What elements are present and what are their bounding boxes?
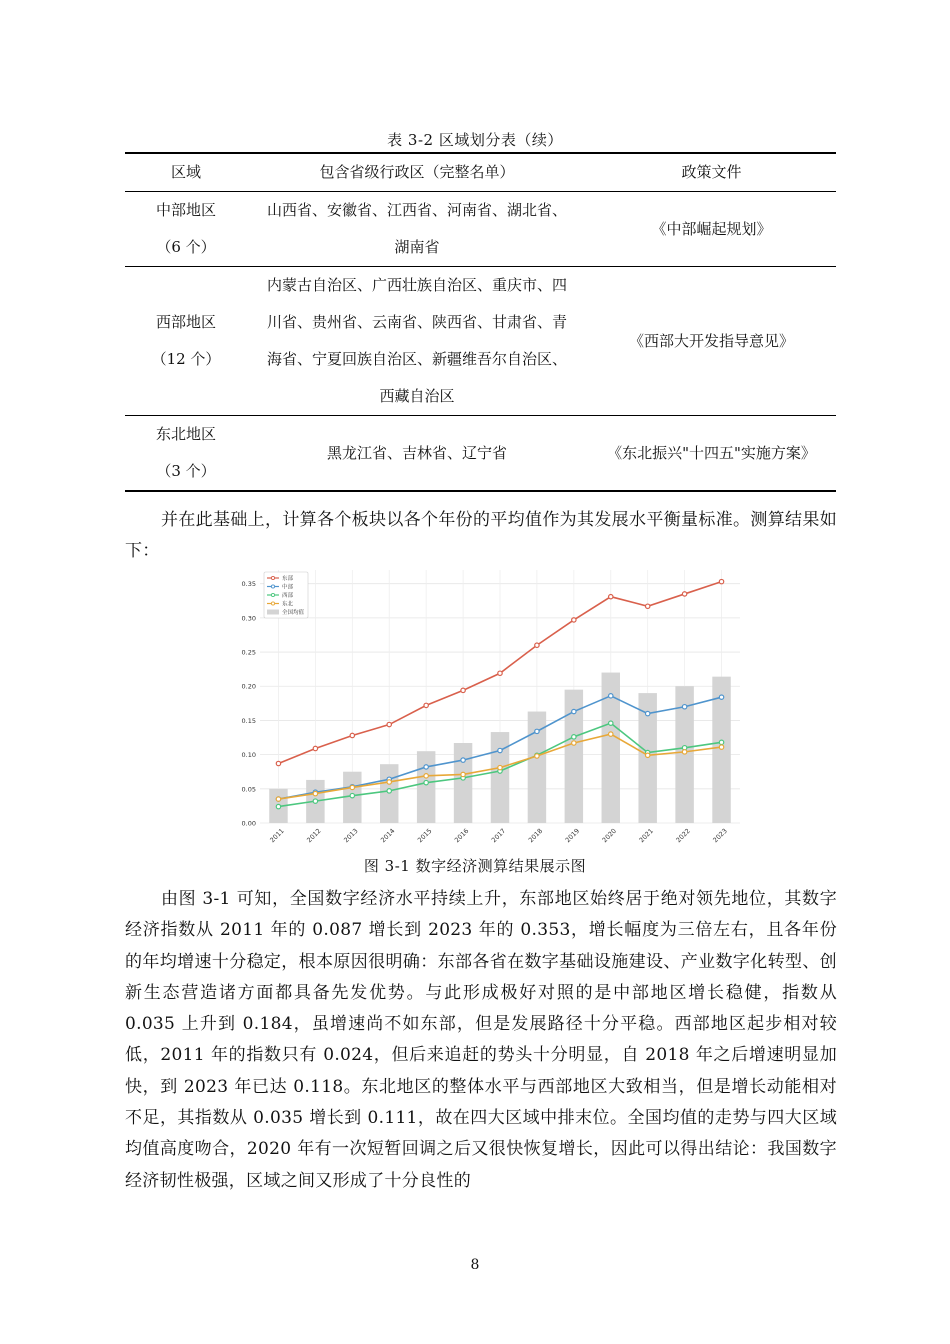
legend-bar-swatch — [267, 610, 279, 615]
provinces-cell — [247, 267, 587, 416]
series-point — [387, 722, 391, 726]
y-tick-label: 0.10 — [241, 751, 256, 760]
x-tick-label: 2011 — [268, 826, 286, 845]
region-cell — [125, 192, 247, 267]
national-average-bar — [417, 751, 435, 823]
series-point — [461, 772, 465, 776]
legend-marker — [271, 602, 274, 605]
region-table — [125, 152, 836, 492]
y-tick-label: 0.05 — [241, 785, 256, 794]
region-name: 东北地区 — [155, 425, 216, 443]
series-point — [572, 741, 576, 745]
x-tick-label: 2023 — [711, 826, 729, 845]
legend-marker — [271, 585, 274, 588]
policy-cell: 《中部崛起规划》 — [651, 219, 772, 238]
y-tick-label: 0.25 — [241, 648, 256, 657]
series-point — [609, 732, 613, 736]
y-tick-label: 0.30 — [241, 614, 256, 623]
legend-label: 全国均值 — [282, 610, 305, 617]
legend-marker — [271, 593, 274, 596]
series-point — [572, 735, 576, 739]
series-point — [350, 733, 354, 737]
national-average-bar — [491, 732, 509, 823]
series-point — [572, 618, 576, 622]
series-point — [719, 579, 723, 583]
y-tick-label: 0.00 — [241, 819, 256, 828]
region-cell — [125, 416, 247, 492]
series-point — [498, 748, 502, 752]
series-point — [645, 711, 649, 715]
series-point — [424, 774, 428, 778]
x-tick-label: 2016 — [452, 826, 471, 845]
region-name: 中部地区 — [155, 201, 216, 219]
series-point — [535, 643, 539, 647]
provinces-line: 内蒙古自治区、广西壮族自治区、重庆市、四 — [266, 276, 567, 294]
series-point — [498, 671, 502, 675]
x-tick-label: 2014 — [379, 826, 397, 845]
x-tick-label: 2019 — [563, 826, 582, 845]
provinces-line: 湖南省 — [394, 238, 440, 256]
x-tick-label: 2021 — [637, 826, 655, 845]
provinces-line: 黑龙江省、吉林省、辽宁省 — [326, 443, 507, 462]
series-point — [719, 740, 723, 744]
region-cell — [125, 267, 247, 416]
series-point — [350, 785, 354, 789]
provinces-cell — [247, 416, 587, 492]
x-tick-label: 2013 — [342, 826, 360, 845]
header-region: 区域 — [170, 163, 201, 181]
series-point — [498, 765, 502, 769]
body-paragraph: 并在此基础上，计算各个板块以各个年份的平均值作为其发展水平衡量标准。测算结果如下： — [125, 510, 837, 562]
x-tick-label: 2018 — [526, 826, 545, 845]
series-point — [535, 754, 539, 758]
provinces-cell — [247, 192, 587, 267]
series-point — [387, 780, 391, 784]
series-point — [276, 797, 280, 801]
x-tick-label: 2012 — [305, 826, 323, 845]
region-count: （12 个） — [151, 350, 221, 368]
series-point — [461, 688, 465, 692]
provinces-line: 西藏自治区 — [379, 387, 455, 405]
series-point — [609, 721, 613, 725]
provinces-line: 海省、宁夏回族自治区、新疆维吾尔自治区、 — [266, 350, 567, 368]
table-row — [125, 192, 836, 267]
series-point — [682, 592, 686, 596]
series-point — [682, 705, 686, 709]
provinces-line: 山西省、安徽省、江西省、河南省、湖北省、 — [266, 201, 567, 219]
series-point — [387, 789, 391, 793]
header-policy: 政策文件 — [681, 163, 742, 181]
series-point — [719, 695, 723, 699]
series-point — [719, 745, 723, 749]
region-count: （3 个） — [156, 462, 216, 480]
page-number: 8 — [470, 1257, 480, 1273]
x-tick-label: 2015 — [416, 826, 434, 845]
series-point — [572, 709, 576, 713]
series-point — [276, 761, 280, 765]
policy-cell: 《东北振兴"十四五"实施方案》 — [607, 443, 816, 462]
chart-legend — [264, 572, 308, 618]
series-point — [276, 804, 280, 808]
figure-caption: 图 3-1 数字经济测算结果展示图 — [363, 857, 587, 875]
table-header-row — [125, 153, 836, 192]
series-point — [424, 765, 428, 769]
series-point — [424, 703, 428, 707]
legend-marker — [271, 576, 274, 579]
y-tick-label: 0.20 — [241, 682, 256, 691]
series-point — [461, 758, 465, 762]
x-tick-label: 2022 — [674, 826, 692, 845]
series-point — [350, 793, 354, 797]
series-point — [535, 729, 539, 733]
region-name: 西部地区 — [155, 313, 216, 331]
table-caption: 表 3-2 区域划分表（续） — [387, 131, 563, 149]
legend-label: 西部 — [282, 593, 294, 600]
series-point — [424, 780, 428, 784]
table-row — [125, 267, 836, 416]
series-point — [313, 799, 317, 803]
digital-economy-chart — [222, 565, 742, 847]
body-paragraph: 由图 3-1 可知，全国数字经济水平持续上升，东部地区始终居于绝对领先地位，其数字经济指数从 2011 年的 0.087 增长到 2023 年的 0.353，增长幅度为三倍左右，且各年份的年均增速十分稳定，根本原因很明确：东部各省在数字基础设施建设、产业数字化转型、创新生态营造诸方面都具备先发优势。与此形成极好对照的是中部地区增长稳健，指数从 0.035 上升到 0.184，虽增速尚不如东部，但是发展路径十分平稳。西部地区起步相对较低，2011 年的指数只有 0.024，但后来追赶的势头十分明显，自 2018 年之后增速明显加快，到 2023 年已达 0.118。东北地区的整体水平与西部地区大致相当，但是增长动能相对不足，其指数从 0.035 增长到 0.111，故在四大区域中排末位。全国均值的走势与四大区域均值高度吻合，2020 年有一次短暂回调之后又很快恢复增长，因此可以得出结论：我国数字经济韧性极强，区域之间又形成了十分良性的 — [125, 889, 837, 1191]
legend-label: 中部 — [282, 584, 294, 591]
national-average-bar — [454, 743, 472, 823]
table-row — [125, 416, 836, 492]
series-point — [645, 604, 649, 608]
series-point — [313, 746, 317, 750]
series-point — [645, 753, 649, 757]
series-point — [609, 694, 613, 698]
y-tick-label: 0.35 — [241, 580, 256, 589]
provinces-line: 川省、贵州省、云南省、陕西省、甘肃省、青 — [266, 313, 567, 331]
policy-cell: 《西部大开发指导意见》 — [628, 331, 794, 350]
series-point — [682, 750, 686, 754]
y-tick-label: 0.15 — [241, 716, 256, 725]
x-tick-label: 2017 — [489, 826, 508, 845]
legend-label: 东北 — [282, 601, 294, 608]
legend-label: 东部 — [282, 576, 294, 583]
series-point — [609, 594, 613, 598]
series-point — [313, 791, 317, 795]
region-count: （6 个） — [156, 238, 216, 256]
x-tick-label: 2020 — [600, 826, 619, 845]
header-provinces: 包含省级行政区（完整名单） — [319, 163, 515, 181]
